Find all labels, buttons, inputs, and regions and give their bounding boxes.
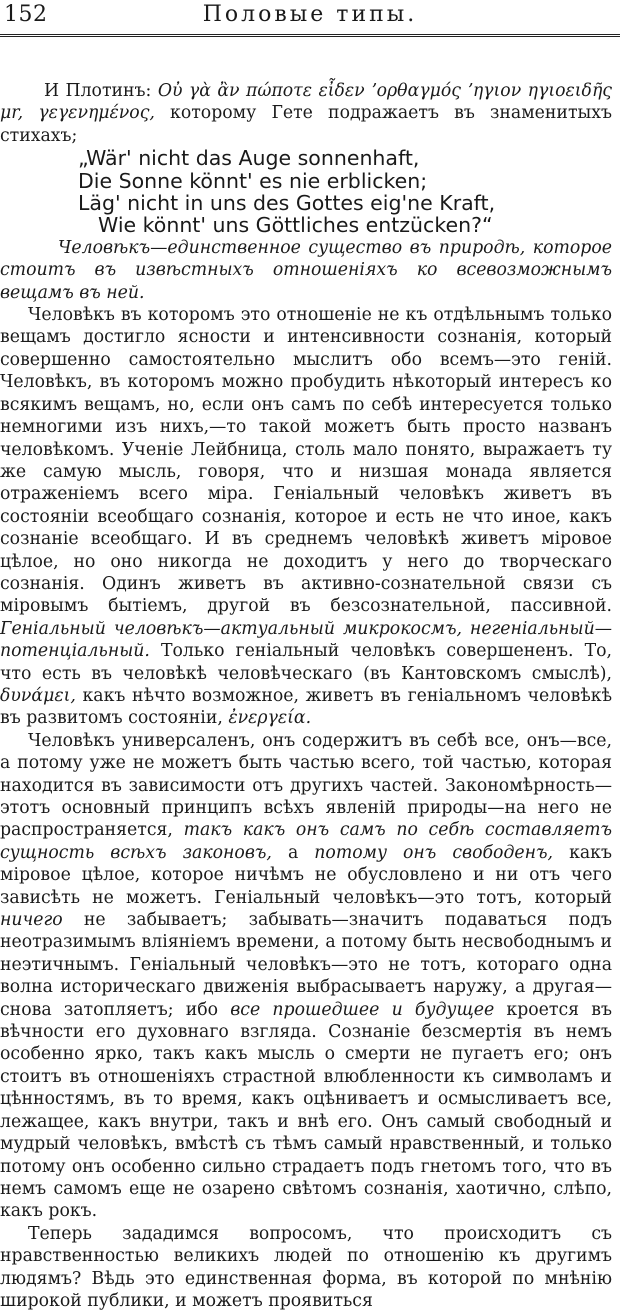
- p1-greek-energeia: ἐνεργεία.: [228, 708, 312, 729]
- p2-emphasis-past-future: все прошедшее и будущее: [230, 999, 495, 1020]
- paragraph-genius-definition: [0, 304, 612, 730]
- p2-text-e: какъ міровое цѣлое, которое ничѣмъ не обусловлено и ни отъ чего зависѣть не можетъ. Геніальный человѣкъ—это тотъ, который: [0, 842, 612, 908]
- thesis-statement: Человѣкъ—единственное существо въ природѣ, которое стоитъ въ извѣстныхъ отношеніяхъ ко всевозможнымъ вещамъ въ ней.: [0, 237, 612, 303]
- paragraph-question: Теперь зададимся вопросомъ, что происходитъ съ нравственностью великихъ людей по отношенію къ другимъ людямъ? Вѣдь это единственная форма, въ которой по мнѣнію широкой публики, и можетъ проявиться: [0, 1223, 612, 1311]
- goethe-poem: [78, 147, 612, 237]
- page-body: [0, 80, 612, 1312]
- p2-text-g: не забываетъ; забывать—значитъ подаваться подъ неотразимымъ вліяніемъ времени, а потому быть несвободнымъ и неэтичнымъ. Геніальный человѣкъ—это не тотъ, котораго одна волна историческаго движенія выбрасываетъ наружу, а другая—снова затопляетъ; ибо: [0, 910, 612, 1020]
- running-title: Половые типы.: [202, 2, 418, 27]
- p2-emphasis-laws: такъ какъ онъ самъ по себѣ составляетъ сущность всѣхъ законовъ,: [0, 820, 612, 863]
- p2-emphasis-nothing: ничего: [0, 910, 63, 931]
- greek-quote: Οὐ γὰ ἂν πώποτε εἶδεν ʼορθαγμός ʼηγιον ηγιοειδῆς μr, γεγενημένος,: [0, 81, 612, 124]
- p2-text-i: кроется въ вѣчности его духовнаго взгляда. Сознаніе безсмертія въ немъ особенно ярко, такъ какъ мысль о смерти не пугаетъ его; онъ стоитъ въ отношеніяхъ страстной влюбленности къ символамъ и цѣнностямъ, въ то время, какъ оцѣниваетъ и осмысливаетъ все, лежащее, какъ внутри, такъ и внѣ его. Онъ самый свободный и мудрый человѣкъ, вмѣстѣ съ тѣмъ самый нравственный, и только потому онъ особенно сильно страдаетъ подъ гнетомъ того, что въ немъ самомъ еще не озарено свѣтомъ сознанія, хаотично, слѣпо, какъ рокъ.: [0, 999, 612, 1222]
- intro-tail: которому Гете подражаетъ въ знаменитыхъ стихахъ;: [0, 103, 612, 146]
- p2-text-c: а: [271, 842, 315, 863]
- p2-emphasis-free: потому онъ свободенъ,: [314, 842, 554, 863]
- header-rule: [0, 34, 620, 37]
- poem-line-1: „Wär' nicht das Auge sonnenhaft,: [78, 146, 420, 171]
- poem-line-2: Die Sonne könnt' es nie erblicken;: [78, 168, 428, 193]
- p1-text-e: какъ нѣчто возможное, живетъ въ геніальномъ человѣкѣ въ развитомъ состояніи,: [0, 685, 612, 729]
- paragraph-universality: [0, 730, 612, 1223]
- p1-text-a: Человѣкъ въ которомъ это отношеніе не къ отдѣльнымъ только вещамъ достигло ясности и интенсивности сознанія, который совершенно самостоятельно мыслитъ обо всемъ—это геній. Человѣкъ, въ которомъ можно пробудить нѣкоторый интересъ ко всякимъ вещамъ, но, если онъ самъ по себѣ интересуется только немногими изъ нихъ,—то такой можетъ быть просто названъ человѣкомъ. Ученіе Лейбница, столь мало понято, выражаетъ ту же самую мысль, говоря, что и низшая монада является отраженіемъ всего міра. Геніальный человѣкъ живетъ въ состояніи всеобщаго сознанія, которое и есть не что иное, какъ сознаніе всеобщаго. И въ среднемъ человѣкѣ живетъ міровое цѣлое, но оно никогда не доходитъ у него до творческаго сознанія. Одинъ живетъ въ активно-сознательной связи съ міровымъ бытіемъ, другой въ безсознательной, пассивной.: [0, 305, 612, 617]
- p1-text-c: Только геніальный человѣкъ совершененъ. То, что есть въ человѣкѣ человѣческаго (въ Кантовскомъ смыслѣ),: [0, 641, 612, 684]
- poem-line-3: Läg' nicht in uns des Gottes eig'ne Kraft,: [78, 191, 496, 216]
- p2-text-a: Человѣкъ универсаленъ, онъ содержитъ въ себѣ все, онъ—все, а потому уже не можетъ быть частью всего, той частью, которая находится въ зависимости отъ другихъ частей. Закономѣрность—этотъ основный принципъ всѣхъ явленій природы—на него не распространяется,: [0, 730, 612, 841]
- intro-paragraph: [0, 80, 612, 147]
- p1-emphasis: Геніальный человѣкъ—актуальный микрокосмъ, негеніальный—потенціальный.: [0, 618, 612, 662]
- poem-line-4: Wie könnt' uns Göttliches entzücken?“: [98, 213, 493, 238]
- page-header: [0, 0, 620, 38]
- page-number: 152: [4, 2, 48, 27]
- p1-greek-dynamei: δυνάμει,: [0, 685, 76, 706]
- intro-lead: И Плотинъ:: [44, 81, 158, 101]
